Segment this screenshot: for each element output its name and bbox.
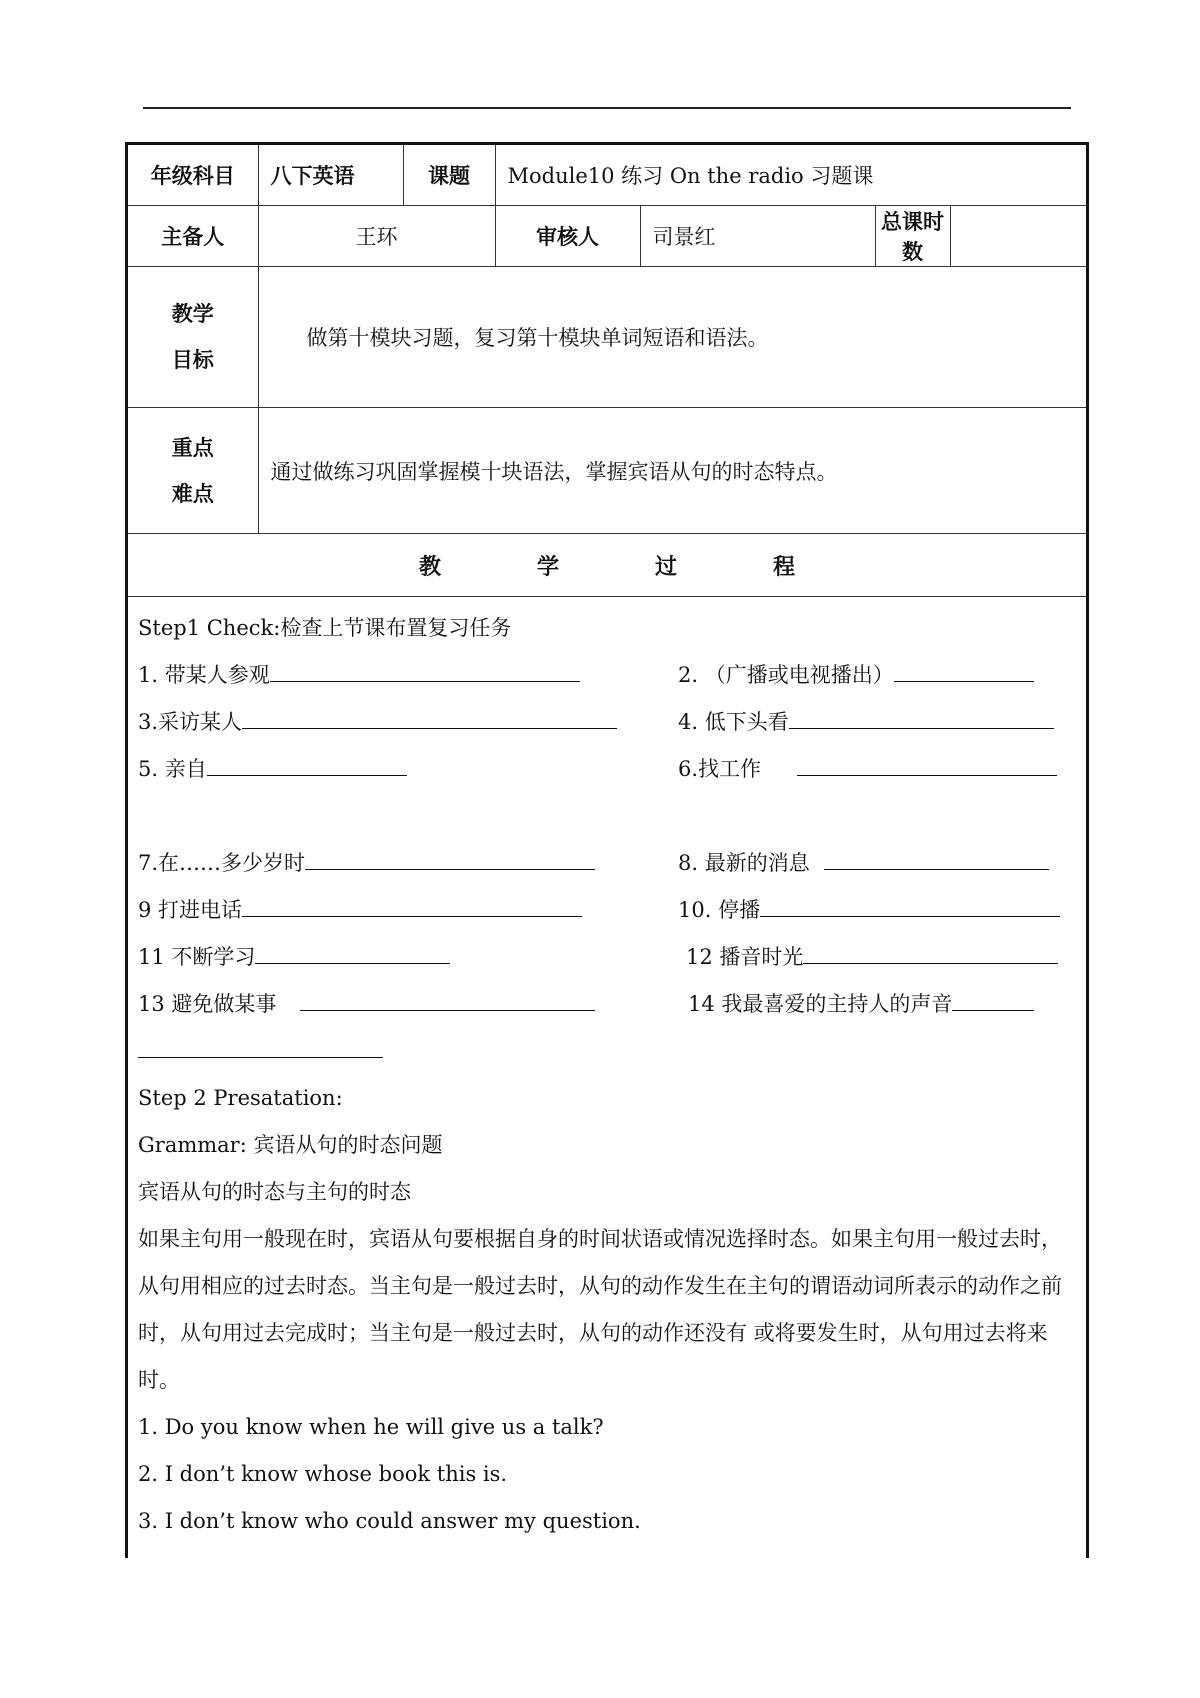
answer-blank <box>824 841 1049 870</box>
answer-blank <box>242 888 582 917</box>
topic-value: Module10 练习 On the radio 习题课 <box>495 145 1086 206</box>
answer-blank <box>138 1029 383 1058</box>
answer-blank <box>305 841 595 870</box>
preparer-value: 王环 <box>258 206 495 267</box>
exercise-item: 2. （广播或电视播出） <box>678 663 894 687</box>
answer-blank <box>803 935 1058 964</box>
grammar-paragraph: 如果主句用一般现在时，宾语从句要根据自身的时间状语或情况选择时态。如果主句用一般过去时，从句用相应的过去时态。当主句是一般过去时，从句的动作发生在主句的谓语动词所表示的动作之前时，从句用过去完成时；当主句是一般过去时，从句的动作还没有 或将要发生时，从句用过去将来时。 <box>138 1227 1062 1392</box>
exercise-item: 4. 低下头看 <box>678 710 789 734</box>
key-label <box>128 408 258 534</box>
goal-label-line-1: 教学 <box>171 301 214 326</box>
answer-blank <box>242 700 617 729</box>
process-char-1: 教 <box>419 553 442 580</box>
exercise-row <box>138 934 1076 981</box>
process-char-4: 程 <box>773 553 796 580</box>
header-table <box>128 145 1086 597</box>
process-heading <box>128 534 1086 597</box>
answer-blank <box>894 653 1034 682</box>
step2-title: Step 2 Presatation: <box>138 1086 343 1110</box>
answer-blank <box>270 653 580 682</box>
exercise-item: 1. 带某人参观 <box>138 663 270 687</box>
exercise-item: 3.采访某人 <box>138 710 243 734</box>
goal-label <box>128 267 258 408</box>
exercise-row <box>138 746 1076 793</box>
example-sentence: 3. I don’t know who could answer my question. <box>138 1509 641 1533</box>
answer-blank <box>797 747 1057 776</box>
preparer-label: 主备人 <box>128 206 258 267</box>
lesson-plan-sheet <box>125 142 1089 1558</box>
hours-label: 总课时数 <box>875 206 950 267</box>
grade-value: 八下英语 <box>258 145 403 206</box>
answer-blank <box>207 747 407 776</box>
goal-text: 做第十模块习题，复习第十模块单词短语和语法。 <box>258 267 1086 408</box>
exercise-item: 7.在……多少岁时 <box>138 851 306 875</box>
exercise-item: 14 我最喜爱的主持人的声音 <box>688 992 953 1016</box>
grammar-subtitle: 宾语从句的时态与主句的时态 <box>138 1180 411 1204</box>
exercise-item: 13 避免做某事 <box>138 992 277 1016</box>
spacer <box>138 793 1076 840</box>
key-label-line-2: 难点 <box>171 480 214 506</box>
exercise-row <box>138 840 1076 887</box>
grammar-title: Grammar: 宾语从句的时态问题 <box>138 1133 443 1157</box>
exercise-row <box>138 699 1076 746</box>
goal-label-line-2: 目标 <box>171 347 214 372</box>
example-sentence: 1. Do you know when he will give us a talk? <box>138 1415 604 1439</box>
exercise-row-continuation <box>138 1028 1076 1075</box>
reviewer-label: 审核人 <box>495 206 640 267</box>
reviewer-value: 司景红 <box>640 206 875 267</box>
exercise-item: 11 不断学习 <box>138 945 256 969</box>
exercise-item: 12 播音时光 <box>686 945 804 969</box>
process-char-3: 过 <box>655 553 678 580</box>
answer-blank <box>300 982 595 1011</box>
process-char-2: 学 <box>537 553 560 580</box>
top-rule <box>143 107 1071 109</box>
answer-blank <box>255 935 450 964</box>
key-label-line-1: 重点 <box>171 434 214 460</box>
hours-value <box>950 206 1086 267</box>
exercise-item: 10. 停播 <box>678 898 761 922</box>
exercise-item: 5. 亲自 <box>138 757 207 781</box>
process-body <box>128 597 1086 1545</box>
exercise-item: 9 打进电话 <box>138 898 243 922</box>
grade-label: 年级科目 <box>128 145 258 206</box>
example-sentence: 2. I don’t know whose book this is. <box>138 1462 508 1486</box>
step1-title: Step1 Check:检查上节课布置复习任务 <box>138 616 512 640</box>
answer-blank <box>760 888 1060 917</box>
answer-blank <box>952 982 1034 1011</box>
exercise-item: 6.找工作 <box>678 757 762 781</box>
exercise-row <box>138 652 1076 699</box>
exercise-row <box>138 887 1076 934</box>
topic-label: 课题 <box>403 145 495 206</box>
exercise-item: 8. 最新的消息 <box>678 851 810 875</box>
answer-blank <box>789 700 1054 729</box>
exercise-row <box>138 981 1076 1028</box>
key-text: 通过做练习巩固掌握模十块语法，掌握宾语从句的时态特点。 <box>258 408 1086 534</box>
